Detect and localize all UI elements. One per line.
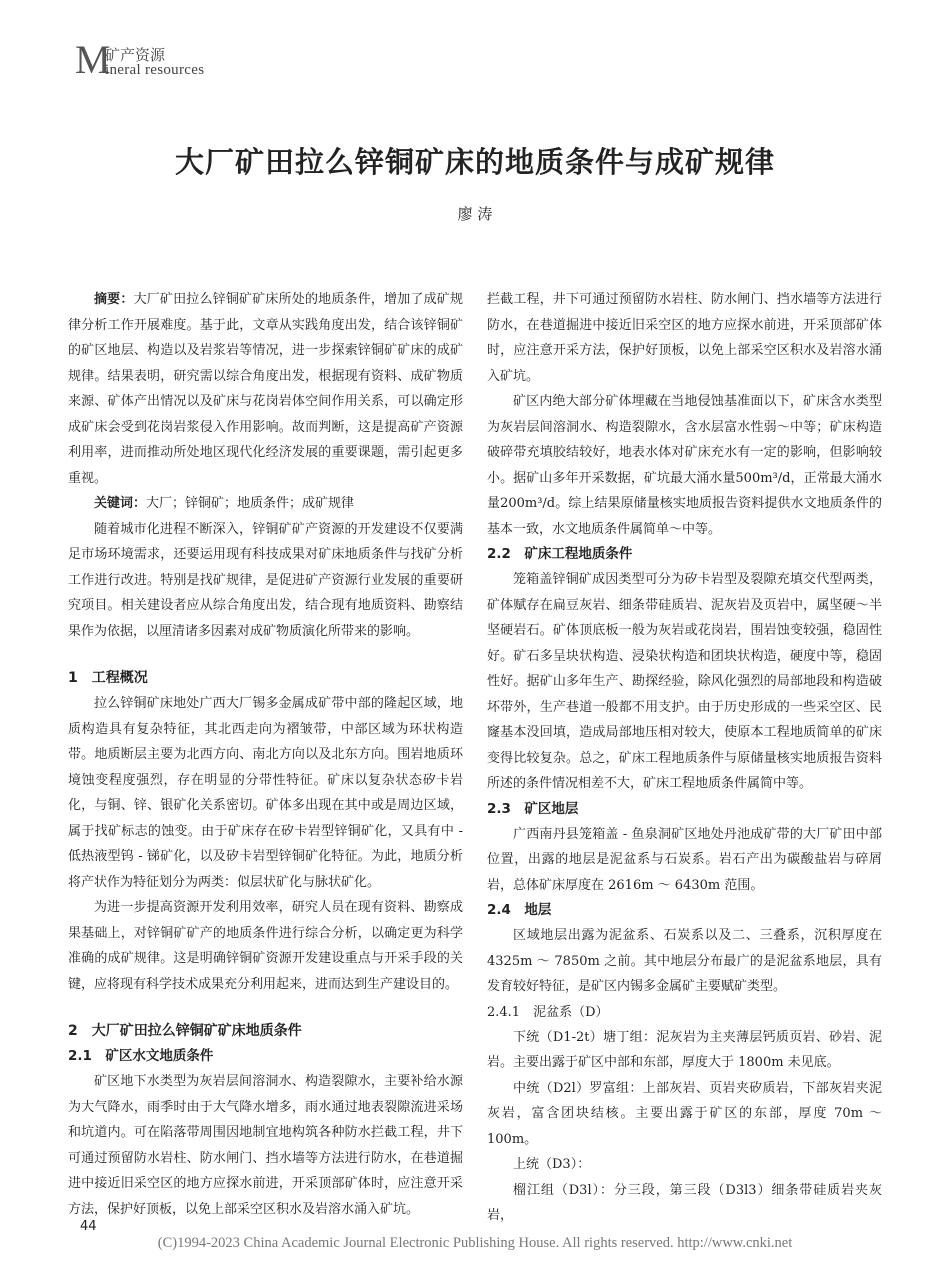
section-2-3-paragraph-1: 广西南丹县笼箱盖 - 鱼泉洞矿区地处丹池成矿带的大厂矿田中部位置，出露的地层是泥盆系与石炭系。岩石产出为碳酸盐岩与碎屑岩，总体矿床厚度在 2616m ～ 6430m 范围。	[487, 826, 882, 893]
section-2-1-paragraph-2: 矿区内绝大部分矿体埋藏在当地侵蚀基准面以下，矿床含水类型为灰岩层间溶洞水、构造裂隙水，含水层富水性弱～中等；矿床构造破碎带充填胶结较好，地表水体对矿床充水有一定的影响，但影响较小。据矿山多年开采数据，矿坑最大涌水量500m³/d，正常最大涌水量200m³/d。综上结果原储量核实地质报告资料提供水文地质条件的基本一致，水文地质条件属简单～中等。	[487, 394, 882, 537]
logo-english: ineral resources	[105, 62, 205, 78]
section-2-heading: 2 大厂矿田拉么锌铜矿矿床地质条件	[68, 1023, 302, 1039]
section-2-4-paragraph-1: 区域地层出露为泥盆系、石炭系以及二、三叠系，沉积厚度在 4325m ～ 7850m 之前。其中地层分布最广的是泥盆系地层，具有发育较好特征，是矿区内锡多金属矿主要赋矿类型。	[487, 928, 882, 994]
copyright-footer: (C)1994-2023 China Academic Journal Electronic Publishing House. All rights reserved. http://www.cnki.net	[157, 1235, 793, 1251]
section-2-4-1-paragraph-3: 上统（D3）：	[513, 1157, 591, 1172]
keywords	[68, 491, 463, 517]
left-column	[68, 287, 463, 1217]
journal-logo	[75, 37, 335, 82]
logo-letter: M	[75, 37, 111, 82]
section-2-1-heading: 2.1 矿区水文地质条件	[68, 1048, 214, 1064]
section-2-2-heading: 2.2 矿床工程地质条件	[487, 546, 633, 562]
article-title: 大厂矿田拉么锌铜矿床的地质条件与成矿规律	[174, 145, 775, 179]
section-2-1-paragraph-1-cont: 拦截工程，井下可通过预留防水岩柱、防水闸门、挡水墙等方法进行防水，在巷道掘进中接近旧采空区的地方应探水前进，开采顶部矿体时，应注意开采方法，保护好顶板，以免上部采空区积水及岩溶水涌入矿坑。	[487, 292, 882, 384]
author: 廖 涛	[457, 205, 493, 223]
section-2-4-1-paragraph-2: 中统（D2l）罗富组：上部灰岩、页岩夹矽质岩，下部灰岩夹泥灰岩，富含团块结核。主要出露于矿区的东部，厚度 70m ～ 100m。	[487, 1080, 882, 1147]
keywords-label: 关键词：	[94, 496, 147, 511]
section-2-2-paragraph-1: 笼箱盖锌铜矿成因类型可分为矽卡岩型及裂隙充填交代型两类，矿体赋存在扁豆灰岩、细条带硅质岩、泥灰岩及页岩中，属坚硬～半坚硬岩石。矿体顶底板一般为灰岩或花岗岩，围岩蚀变较强，稳固性好。矿石多呈块状构造、浸染状构造和团块状构造，硬度中等，稳固性好。据矿山多年生产、勘探经验，除风化强烈的局部地段和构造破坏带外，生产巷道一般都不用支护。由于历史形成的一些采空区、民窿基本没回填，造成局部地压相对较大，使原本工程地质简单的矿床变得比较复杂。总之，矿床工程地质条件与原储量核实地质报告资料所述的条件情况相差不大，矿床工程地质条件属简中等。	[487, 572, 882, 791]
logo-chinese: 矿产资源	[105, 46, 166, 64]
section-2-4-1-heading: 2.4.1 泥盆系（D）	[487, 1004, 609, 1020]
abstract-label: 摘要：	[94, 292, 134, 307]
section-2-4-heading: 2.4 地层	[487, 902, 552, 918]
abstract-body: 大厂矿田拉么锌铜矿矿床所处的地质条件，增加了成矿规律分析工作开展难度。基于此，文章从实践角度出发，结合该锌铜矿的矿区地层、构造以及岩浆岩等情况，进一步探索锌铜矿矿床的成矿规律。结果表明，研究需以综合角度出发，根据现有资料、成矿物质来源、矿体产出情况以及矿床与花岗岩体空间作用关系，可以确定形成矿床会受到花岗岩浆侵入作用影响。故而判断，这是提高矿产资源利用率，进而推动所处地区现代化经济发展的重要课题，需引起更多重视。	[68, 292, 463, 486]
section-1-paragraph-2: 为进一步提高资源开发利用效率，研究人员在现有资料、勘察成果基础上，对锌铜矿矿产的地质条件进行综合分析，以确定更为科学准确的成矿规律。这是明确锌铜矿资源开发建设重点与开采手段的关键，应将现有科学技术成果充分利用起来，进而达到生产建设目的。	[68, 900, 463, 992]
section-2-1-paragraph-1: 矿区地下水类型为灰岩层间溶洞水、构造裂隙水，主要补给水源为大气降水，雨季时由于大气降水增多，雨水通过地表裂隙流进采场和坑道内。可在陷落带周围因地制宜地构筑各种防水拦截工程，井下可通过预留防水岩柱、防水闸门、挡水墙等方法进行防水，在巷道掘进中接近旧采空区的地方应探水前进，开采顶部矿体时，应注意开采方法，保护好顶板，以免上部采空区积水及岩溶水涌入矿坑。	[68, 1074, 463, 1217]
intro-paragraph: 随着城市化进程不断深入，锌铜矿矿产资源的开发建设不仅要满足市场环境需求，还要运用现有科技成果对矿床地质条件与找矿分析工作进行改进。特别是找矿规律，是促进矿产资源行业发展的重要研究项目。相关建设者应从综合角度出发，结合现有地质资料、勘察结果作为依据，以厘清诸多因素对成矿物质演化所带来的影响。	[68, 521, 463, 639]
section-2-3-heading: 2.3 矿区地层	[487, 800, 579, 817]
section-2-4-1-paragraph-4: 榴江组（D3l）：分三段，第三段（D3l3）细条带硅质岩夹灰岩，	[487, 1182, 882, 1223]
section-1-paragraph-1: 拉么锌铜矿床地处广西大厂锡多金属成矿带中部的隆起区域，地质构造具有复杂特征，其北西走向为褶皱带，中部区域为环状构造带。地质断层主要为北西方向、南北方向以及北东方向。围岩地质环境蚀变程度强烈，存在明显的分带性特征。矿床以复杂状态矽卡岩化，与铜、锌、银矿化关系密切。矿体多出现在其中或是周边区域，属于找矿标志的蚀变。由于矿床存在矽卡岩型锌铜矿化，又具有中 - 低热液型钨 - 锑矿化，以及矽卡岩型锌铜矿化特征。为此，地质分析将产状作为特征划分为两类：似层状矿化与脉状矿化。	[68, 696, 463, 890]
keywords-body: 大厂；锌铜矿；地质条件；成矿规律	[146, 496, 355, 511]
abstract	[68, 287, 463, 517]
page-number: 44	[80, 1219, 97, 1234]
section-2-4-1-paragraph-1: 下统（D1-2t）塘丁组：泥灰岩为主夹薄层钙质页岩、砂岩、泥岩。主要出露于矿区中部和东部，厚度大于 1800m 未见底。	[487, 1029, 882, 1070]
abstract-text	[68, 287, 463, 491]
section-1-heading: 1 工程概况	[68, 670, 148, 686]
right-column	[487, 287, 882, 1229]
